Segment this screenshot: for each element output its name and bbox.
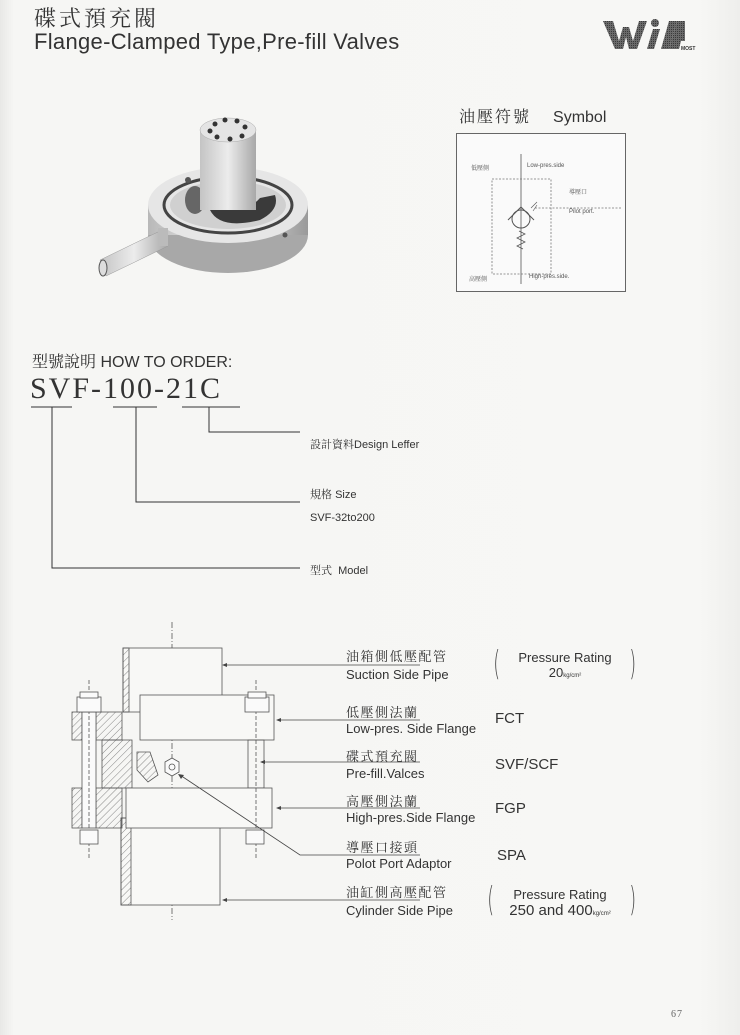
component-1-en: Low-pres. Side Flange [346,721,477,736]
bracket-right-icon: ) [629,880,636,920]
model-code: SVF-100-21C [30,372,223,405]
component-5-en: Cylinder Side Pipe [346,903,453,918]
component-4-code: SPA [497,847,526,864]
component-0-en: Suction Side Pipe [346,667,449,682]
page-title-cn: 碟式預充閥 [34,7,160,32]
symbol-heading-en: Symbol [553,109,607,126]
component-3-cn: 高壓側法蘭 [346,795,419,810]
component-2-code: SVF/SCF [495,756,559,773]
pilot-port-label-cn: 導壓口 [569,190,588,196]
svg-text:MOST: MOST [681,46,696,52]
bracket-left-icon: ( [493,644,500,684]
cylinder-pressure-rating: Pressure Rating 250 and 400kg/cm² [509,887,611,919]
component-4-en: Polot Port Adaptor [346,856,452,871]
component-3-code: FGP [495,800,526,817]
low-side-label-cn: 低壓側 [471,166,490,172]
size-range: SVF-32to200 [310,512,375,524]
design-letter-label: 設計資料Design Leffer [310,439,420,451]
suction-pressure-rating: Pressure Rating 20kg/cm² [518,650,612,680]
high-side-label-en: High-pres.side. [529,274,570,280]
component-1-code: FCT [495,710,525,727]
pilot-port-label-en: Pilot port. [569,209,595,215]
component-2-cn: 碟式預充閥 [346,750,419,765]
component-1-cn: 低壓側法蘭 [346,706,419,721]
page-number: 67 [671,1009,683,1020]
bracket-right-icon: ) [629,644,636,684]
page-title-en: Flange-Clamped Type,Pre-fill Valves [34,29,400,54]
high-side-label-cn: 高壓側 [469,277,488,283]
model-label: 型式 Model [310,565,369,577]
component-0-cn: 油箱側低壓配管 [346,650,448,665]
size-label: 規格 Size [310,489,357,501]
component-3-en: High-pres.Side Flange [346,810,476,825]
component-4-cn: 導壓口接頭 [346,841,419,856]
how-to-order-cn: 型號說明 [32,354,97,371]
bracket-left-icon: ( [487,880,494,920]
component-2-en: Pre-fill.Valces [346,766,425,781]
symbol-heading-cn: 油壓符號 [459,107,532,126]
how-to-order-en: HOW TO ORDER: [100,354,233,371]
low-side-label-en: Low-pres.side [527,163,565,169]
component-5-cn: 油缸側高壓配管 [346,886,448,901]
